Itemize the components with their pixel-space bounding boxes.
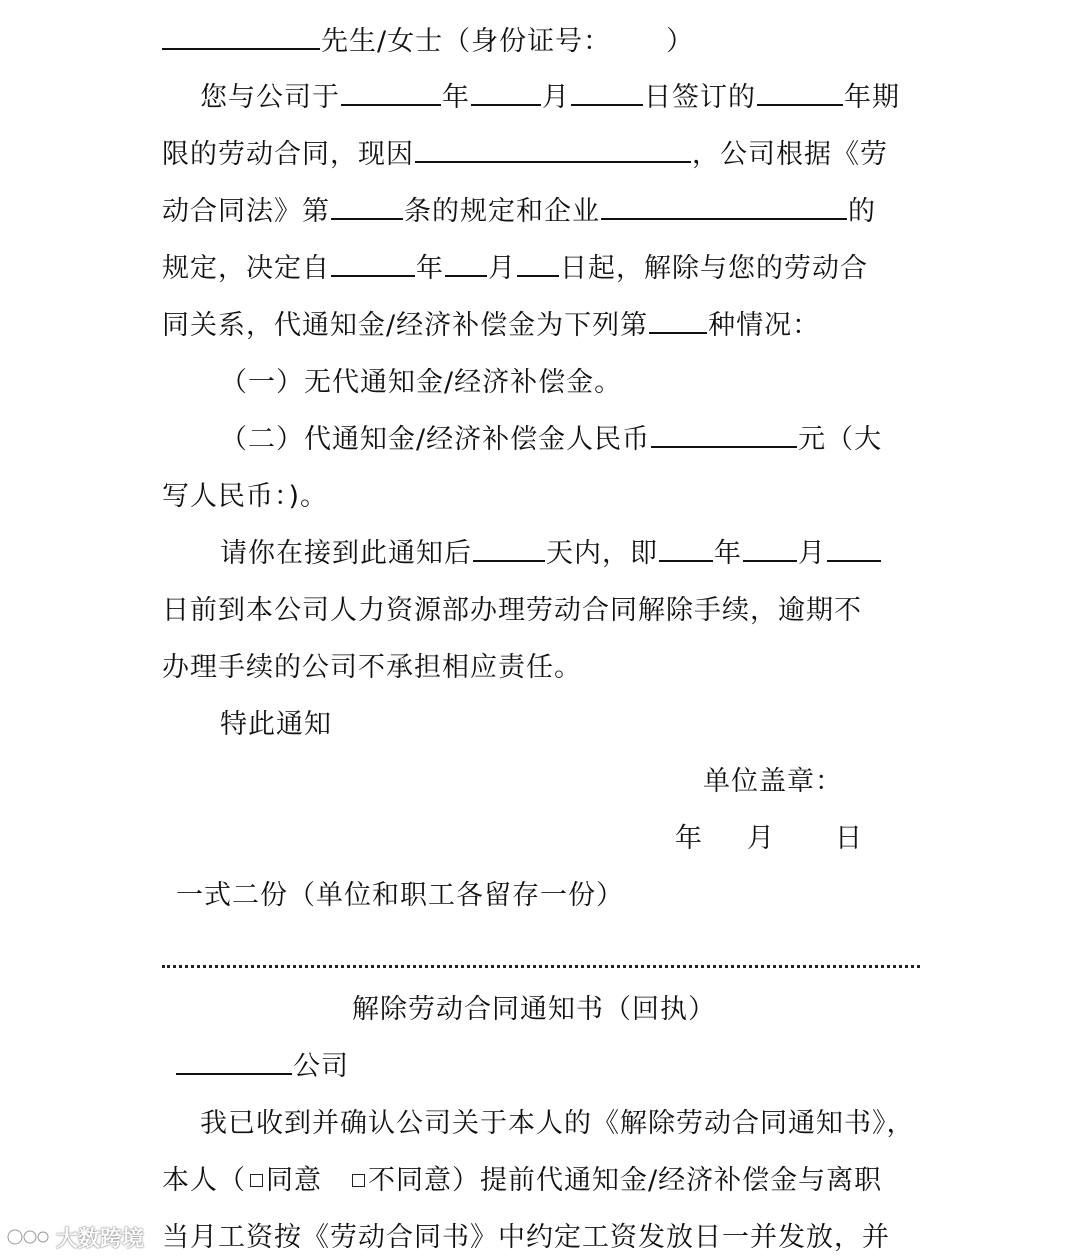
watermark-text: 大数跨境 (56, 1226, 145, 1252)
text: 本人（ (162, 1165, 246, 1196)
text: 月 (488, 253, 516, 284)
notice-line-7 (0, 365, 622, 401)
day-blank (571, 80, 643, 106)
text: 条的规定和企业 (404, 196, 600, 227)
notice-line-5 (0, 251, 868, 287)
text: 元（大 (798, 424, 883, 455)
notice-line-11 (0, 593, 862, 629)
copies-text: 一式二份（单位和职工各留存一份） (176, 880, 624, 911)
text: 公司 (293, 1051, 349, 1082)
text: 动合同法》第 (162, 196, 330, 227)
rule-blank (601, 194, 847, 220)
notice-line-9 (0, 479, 328, 515)
logo-icon (6, 1225, 50, 1249)
date-month: 月 (747, 823, 775, 854)
date-line (0, 821, 863, 857)
month-blank (445, 251, 487, 277)
notice-line-8 (0, 422, 882, 458)
seal-line (0, 764, 843, 800)
month-blank (471, 80, 541, 106)
text: 年期 (844, 82, 900, 113)
text: 日起，解除与您的劳动合 (560, 253, 868, 284)
text: 天内，即 (546, 538, 658, 569)
date-year: 年 (675, 823, 703, 854)
month-blank (743, 536, 797, 562)
notice-line-10 (0, 536, 882, 572)
text: 您与公司于 (200, 82, 340, 113)
text: 解除劳动合同通知书（回执） (352, 994, 716, 1025)
receipt-title (0, 992, 716, 1028)
text: 日签订的 (644, 82, 756, 113)
notice-line-2 (0, 80, 900, 116)
text: 的 (848, 196, 876, 227)
notice-line-13 (0, 707, 332, 743)
text: 限的劳动合同，现因 (162, 139, 414, 170)
text: 年 (416, 253, 444, 284)
days-blank (473, 536, 545, 562)
agree-label: 同意 (266, 1165, 322, 1196)
text: 我已收到并确认公司关于本人的《解除劳动合同通知书》， (200, 1108, 915, 1139)
text: （二）代通知金/经济补偿金人民币 (220, 424, 651, 455)
copies-line (0, 878, 624, 914)
text: 日前到本公司人力资源部办理劳动合同解除手续，逾期不 (162, 595, 862, 626)
year-blank (341, 80, 441, 106)
notice-line-3 (0, 137, 888, 173)
agree-checkbox[interactable] (250, 1174, 263, 1187)
name-blank (162, 24, 320, 50)
cut-line-divider (162, 965, 920, 968)
text: 特此通知 (220, 709, 332, 740)
text: （一）无代通知金/经济补偿金。 (220, 367, 623, 398)
text: 月 (542, 82, 570, 113)
day-blank (827, 536, 881, 562)
year-blank (331, 251, 415, 277)
text: 年 (442, 82, 470, 113)
notice-line-6 (0, 308, 820, 344)
term-blank (757, 80, 843, 106)
disagree-checkbox[interactable] (352, 1174, 365, 1187)
notice-line-4 (0, 194, 876, 230)
receipt-line-2 (0, 1163, 882, 1199)
text: 年 (714, 538, 742, 569)
receipt-line-1 (0, 1106, 915, 1142)
case-blank (649, 308, 707, 334)
amount-blank (651, 422, 797, 448)
text: 当月工资按《劳动合同书》中约定工资发放日一并发放，并 (162, 1222, 890, 1253)
year-blank (659, 536, 713, 562)
text: 同关系，代通知金/经济补偿金为下列第 (162, 310, 649, 341)
notice-line-1 (0, 24, 694, 60)
notice-line-12 (0, 650, 582, 686)
text: 办理手续的公司不承担相应责任。 (162, 652, 582, 683)
day-blank (517, 251, 559, 277)
text: 月 (798, 538, 826, 569)
text: 规定，决定自 (162, 253, 330, 284)
text: ，公司根据《劳 (692, 139, 888, 170)
text: 种情况： (708, 310, 821, 341)
disagree-label: 不同意 (368, 1165, 452, 1196)
receipt-company-line (0, 1049, 349, 1085)
date-day: 日 (835, 823, 863, 854)
watermark (6, 1222, 144, 1252)
text: ） (666, 26, 695, 57)
text: 先生/女士（身份证号： (321, 26, 612, 57)
article-blank (331, 194, 403, 220)
company-blank (176, 1049, 292, 1075)
seal-label: 单位盖章： (703, 766, 843, 797)
text: 请你在接到此通知后 (220, 538, 472, 569)
reason-blank (415, 137, 691, 163)
text: ）提前代通知金/经济补偿金与离职 (452, 1165, 883, 1196)
text: 写人民币：)。 (162, 481, 329, 512)
